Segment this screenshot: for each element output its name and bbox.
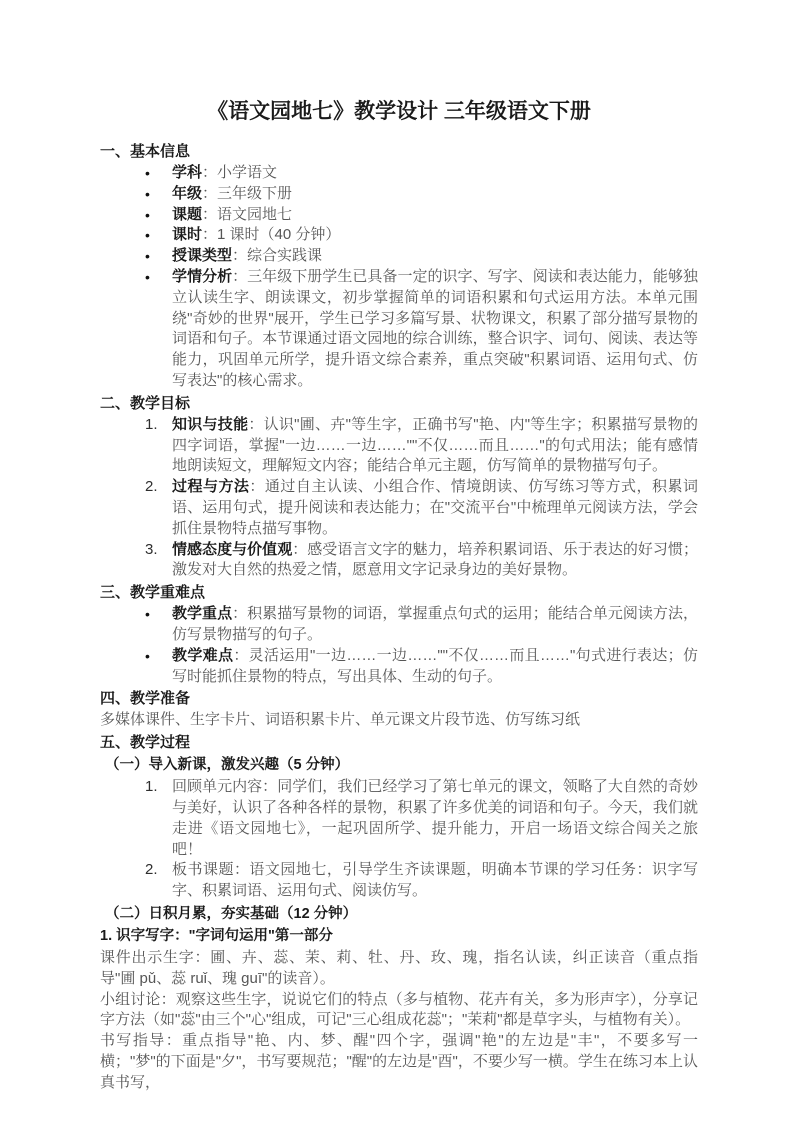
item-label: 课时 — [172, 226, 203, 244]
list-item — [100, 477, 698, 539]
bullet-icon: • — [145, 165, 150, 181]
basic-info-list — [100, 163, 698, 392]
item-text: ：感受语言文字的魅力，培养积累词语、乐于表达的好习惯；激发对大自然的热爱之情，愿意用文字记录身边的美好景物。 — [172, 540, 698, 579]
list-item — [100, 267, 698, 392]
item-text: 回顾单元内容：同学们，我们已经学习了第七单元的课文，领略了大自然的奇妙与美好，认识了各种各样的景物，积累了许多优美的词语和句子。今天，我们就走进《语文园地七》，一起巩固所学、提升能力，开启一场语文综合闯关之旅吧！ — [172, 778, 698, 858]
objectives-list — [100, 415, 698, 581]
bullet-icon: • — [145, 185, 150, 202]
list-item — [100, 777, 698, 860]
list-number: 3. — [145, 540, 158, 558]
item-text: ：语文园地七 — [202, 205, 293, 223]
list-item — [100, 184, 698, 205]
bullet-icon: • — [145, 206, 150, 223]
bullet-icon: • — [145, 606, 150, 623]
item-label: 情感态度与价值观 — [172, 540, 293, 558]
preparation-text: 多媒体课件、生字卡片、词语积累卡片、单元课文片段节选、仿写练习纸 — [100, 711, 581, 729]
list-number: 1. — [145, 778, 158, 796]
section-heading-key-points: 三、教学重难点 — [100, 584, 206, 602]
list-item — [100, 646, 698, 688]
list-number: 2. — [145, 478, 158, 496]
item-text: ：1 课时（40 分钟） — [202, 226, 341, 244]
item-label: 知识与技能 — [172, 415, 249, 433]
item-label: 年级 — [172, 184, 203, 202]
item-text: ：三年级下册 — [202, 184, 293, 202]
paragraph-group-discussion: 小组讨论：观察这些生字，说说它们的特点（多与植物、花卉有关，多为形声字），分享记字方法（如"蕊"由三个"心"组成，可记"三心组成花蕊"；"茉莉"都是草字头，与植物有关）。 — [100, 990, 698, 1029]
bullet-icon: • — [145, 248, 150, 265]
key-points-list — [100, 604, 698, 687]
list-item — [100, 604, 698, 646]
list-item — [100, 205, 698, 226]
paragraph-courseware-characters: 课件出示生字：圃、卉、蕊、茉、莉、牡、丹、玫、瑰，指名认读，纠正读音（重点指导"圃 pǔ、蕊 ruǐ、瑰 guī"的读音）。 — [100, 948, 698, 987]
item-text: ：三年级下册学生已具备一定的识字、写字、阅读和表达能力，能够独立认读生字、朗读课文，初步掌握简单的词语积累和句式运用方法。本单元围绕"奇妙的世界"展开，学生已学习多篇写景、状物课文，积累了部分描写景物的词语和句子。本节课通过语文园地的综合训练，整合识字、词句、阅读、表达等能力，巩固单元所学，提升语文综合素养，重点突破"积累词语、运用句式、仿写表达"的核心需求。 — [172, 267, 698, 389]
item-label: 教学难点 — [172, 646, 234, 664]
list-item — [100, 540, 698, 582]
bullet-icon: • — [145, 268, 150, 285]
item-text: ：积累描写景物的词语，掌握重点句式的运用；能结合单元阅读方法，仿写景物描写的句子。 — [172, 605, 698, 643]
step-heading-literacy: 1. 识字写字："字词句运用"第一部分 — [100, 927, 333, 944]
subsection-heading-intro: （一）导入新课，激发兴趣（5 分钟） — [105, 757, 350, 774]
list-item — [100, 860, 698, 902]
section-heading-process: 五、教学过程 — [100, 734, 191, 752]
item-text: ：综合实践课 — [232, 247, 323, 265]
item-label: 学情分析 — [172, 267, 233, 285]
item-label: 过程与方法 — [172, 478, 250, 496]
bullet-icon: • — [145, 227, 150, 244]
item-text: ：认识"圃、卉"等生字，正确书写"艳、内"等生字；积累描写景物的四字词语，掌握"一边……一边……""不仅……而且……"的句式用法；能有感情地朗读短文，理解短文内容；能结合单元主题，仿写简单的景物描写句子。 — [172, 415, 698, 475]
item-text: ：小学语文 — [202, 164, 278, 181]
list-item — [100, 246, 698, 267]
intro-steps-list — [100, 777, 698, 902]
list-item — [100, 163, 698, 184]
section-heading-objectives: 二、教学目标 — [100, 394, 191, 412]
list-number: 2. — [145, 861, 158, 879]
section-heading-basic-info: 一、基本信息 — [100, 143, 191, 160]
list-number: 1. — [145, 415, 158, 433]
section-heading-preparation: 四、教学准备 — [100, 690, 191, 708]
item-text: ：灵活运用"一边……一边……""不仅……而且……"句式进行表达；仿写时能抓住景物的特点，写出具体、生动的句子。 — [172, 646, 698, 685]
subsection-heading-accumulation: （二）日积月累，夯实基础（12 分钟） — [105, 905, 358, 922]
item-label: 课题 — [172, 205, 203, 223]
list-item — [100, 415, 698, 477]
bullet-icon: • — [145, 647, 150, 664]
item-label: 教学重点 — [172, 605, 233, 623]
paragraph-writing-guidance: 书写指导：重点指导"艳、内、梦、醒"四个字，强调"艳"的左边是"丰"，不要多写一横；"梦"的下面是"夕"，书写要规范；"醒"的左边是"酉"，不要少写一横。学生在练习本上认真书写， — [100, 1032, 698, 1091]
item-text: 板书课题：语文园地七，引导学生齐读课题，明确本节课的学习任务：识字写字、积累词语、运用句式、阅读仿写。 — [172, 861, 698, 900]
item-text: ：通过自主认读、小组合作、情境朗读、仿写练习等方式，积累词语、运用句式，提升阅读和表达能力；在"交流平台"中梳理单元阅读方法，学会抓住景物特点描写事物。 — [172, 478, 698, 537]
list-item — [100, 225, 698, 246]
page-title: 《语文园地七》教学设计 三年级语文下册 — [207, 100, 591, 123]
item-label: 学科 — [172, 164, 203, 181]
item-label: 授课类型 — [172, 247, 233, 265]
